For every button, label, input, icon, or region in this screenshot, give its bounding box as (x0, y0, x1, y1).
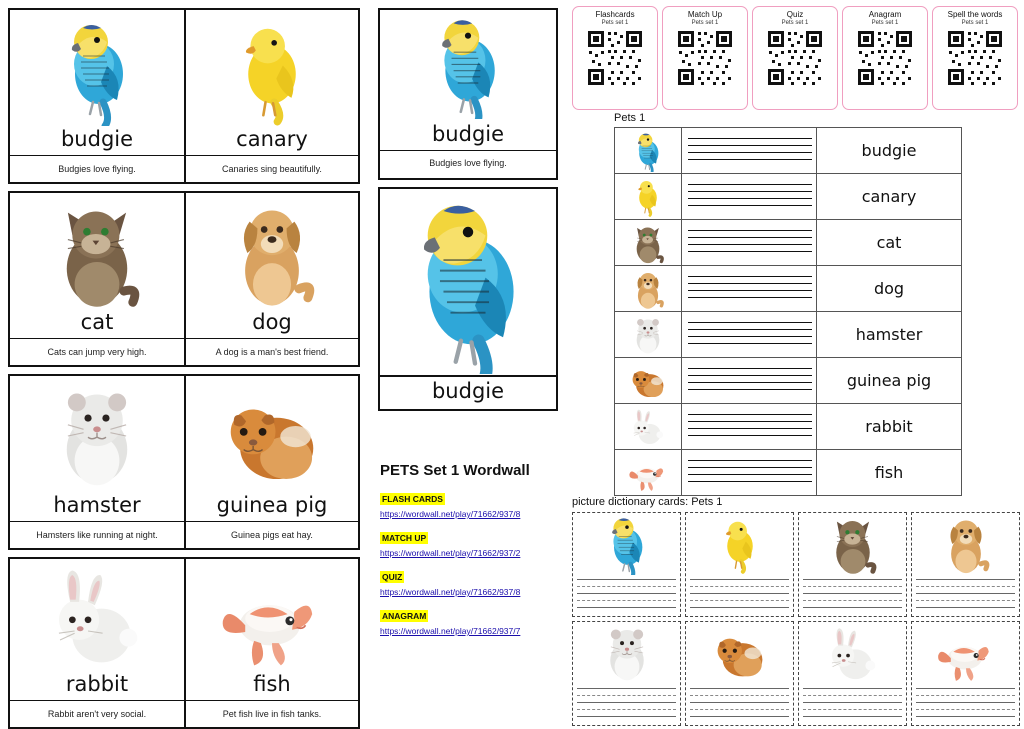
flashcard-sentence: Hamsters like running at night. (10, 521, 184, 548)
table-row[interactable] (615, 266, 962, 312)
budgerigar-icon (10, 10, 184, 126)
writing-lines[interactable] (682, 174, 817, 220)
writing-lines[interactable] (690, 688, 788, 723)
canary-icon (615, 174, 682, 220)
writing-lines[interactable] (803, 688, 901, 723)
writing-lines[interactable] (682, 312, 817, 358)
table-row[interactable] (615, 358, 962, 404)
picture-dictionary-card[interactable] (798, 621, 907, 726)
flashcard-canary[interactable] (184, 10, 358, 182)
flashcard-guinea-pig[interactable] (184, 376, 358, 548)
flashcard-hamster[interactable] (10, 376, 184, 548)
hamster-icon (596, 622, 658, 684)
match-word: dog (817, 266, 962, 312)
picture-dictionary-caption: picture dictionary cards: Pets 1 (572, 496, 723, 508)
flashcard-row (8, 374, 360, 550)
picture-dictionary-card[interactable] (798, 512, 907, 617)
match-word: canary (817, 174, 962, 220)
large-flashcard-budgie-with-sentence[interactable] (378, 8, 558, 180)
table-row[interactable] (615, 220, 962, 266)
rabbit-icon (822, 622, 884, 684)
picture-dictionary-card[interactable] (685, 512, 794, 617)
matching-worksheet (614, 112, 962, 496)
qr-card-subtitle: Pets set 1 (691, 20, 719, 26)
dog-icon (186, 193, 358, 309)
writing-lines[interactable] (682, 358, 817, 404)
qr-card-anagram[interactable] (842, 6, 928, 110)
budgerigar-icon (615, 128, 682, 174)
writing-lines[interactable] (916, 688, 1014, 723)
qr-code-icon[interactable] (676, 29, 734, 87)
goldfish-icon (934, 622, 998, 684)
picture-dictionary-card[interactable] (911, 621, 1020, 726)
hamster-icon (615, 312, 682, 358)
match-word: guinea pig (817, 358, 962, 404)
writing-lines[interactable] (577, 688, 675, 723)
goldfish-icon (186, 559, 358, 671)
hamster-icon (10, 376, 184, 492)
writing-lines[interactable] (682, 450, 817, 496)
qr-card-title: Spell the words (947, 10, 1003, 19)
qr-card-subtitle: Pets set 1 (781, 20, 809, 26)
qr-card-flashcards[interactable] (572, 6, 658, 110)
flashcard-cat[interactable] (10, 193, 184, 365)
picture-dictionary-sheet (572, 496, 1020, 726)
qr-code-icon[interactable] (856, 29, 914, 87)
flashcards-sheet (8, 8, 360, 720)
writing-lines[interactable] (690, 579, 788, 614)
guinea-pig-icon (615, 358, 682, 404)
flashcard-row (8, 557, 360, 729)
qr-code-icon[interactable] (946, 29, 1004, 87)
flashcard-sentence: Budgies love flying. (10, 155, 184, 182)
large-flashcard-sentence: Budgies love flying. (380, 150, 556, 175)
cat-icon (615, 220, 682, 266)
table-row[interactable] (615, 450, 962, 496)
flashcard-budgie[interactable] (10, 10, 184, 182)
matching-table (614, 127, 962, 496)
qr-card-title: Anagram (868, 10, 902, 19)
flashcard-dog[interactable] (184, 193, 358, 365)
table-row[interactable] (615, 174, 962, 220)
qr-card-title: Quiz (786, 10, 804, 19)
table-row[interactable] (615, 128, 962, 174)
budgerigar-icon (597, 513, 657, 575)
flashcard-rabbit[interactable] (10, 559, 184, 727)
writing-lines[interactable] (916, 579, 1014, 614)
link-flash-cards[interactable]: https://wordwall.net/play/71662/937/8 (380, 509, 521, 519)
wordwall-links-block (380, 462, 570, 645)
cat-icon (822, 513, 884, 575)
flashcard-sentence: Canaries sing beautifully. (186, 155, 358, 182)
qr-card-subtitle: Pets set 1 (871, 20, 899, 26)
flashcard-sentence: A dog is a man's best friend. (186, 338, 358, 365)
flashcard-sentence: Cats can jump very high. (10, 338, 184, 365)
writing-lines[interactable] (682, 128, 817, 174)
qr-card-spell-the-words[interactable] (932, 6, 1018, 110)
worksheet-caption: Pets 1 (614, 112, 646, 124)
dog-icon (615, 266, 682, 312)
canary-icon (711, 513, 769, 575)
link-match-up[interactable]: https://wordwall.net/play/71662/937/2 (380, 548, 521, 558)
large-flashcard-budgie[interactable] (378, 187, 558, 411)
flashcard-word: guinea pig (216, 493, 328, 517)
writing-lines[interactable] (682, 220, 817, 266)
qr-card-subtitle: Pets set 1 (961, 20, 989, 26)
qr-card-title: Match Up (687, 10, 723, 19)
link-quiz[interactable]: https://wordwall.net/play/71662/937/8 (380, 587, 521, 597)
rabbit-icon (10, 559, 184, 671)
qr-card-quiz[interactable] (752, 6, 838, 110)
rabbit-icon (615, 404, 682, 450)
picture-dictionary-card[interactable] (572, 512, 681, 617)
canary-icon (186, 10, 358, 126)
qr-code-icon[interactable] (586, 29, 644, 87)
match-word: cat (817, 220, 962, 266)
label-quiz: QUIZ (382, 572, 403, 582)
label-anagram: ANAGRAM (382, 611, 427, 621)
goldfish-icon (615, 450, 682, 496)
match-word: hamster (817, 312, 962, 358)
guinea-pig-icon (186, 376, 358, 492)
qr-card-match-up[interactable] (662, 6, 748, 110)
match-word: rabbit (817, 404, 962, 450)
writing-lines[interactable] (682, 404, 817, 450)
flashcard-row (8, 8, 360, 184)
cat-icon (10, 193, 184, 309)
large-flashcard-word: budgie (431, 122, 505, 146)
picture-dictionary-grid (572, 512, 1020, 726)
label-flash-cards: FLASH CARDS (382, 494, 443, 504)
flashcard-word: hamster (53, 493, 141, 517)
table-row[interactable] (615, 404, 962, 450)
picture-dictionary-card[interactable] (911, 512, 1020, 617)
flashcard-word: budgie (60, 127, 134, 151)
qr-card-title: Flashcards (595, 10, 635, 19)
page-title: PETS Set 1 Wordwall (380, 462, 530, 479)
writing-lines[interactable] (577, 579, 675, 614)
budgerigar-icon (380, 189, 556, 375)
qr-card-strip (572, 6, 1018, 110)
flashcard-sentence: Guinea pigs eat hay. (186, 521, 358, 548)
flashcard-fish[interactable] (184, 559, 358, 727)
flashcard-word: rabbit (65, 672, 129, 696)
qr-code-icon[interactable] (766, 29, 824, 87)
label-match-up: MATCH UP (382, 533, 427, 543)
picture-dictionary-card[interactable] (685, 621, 794, 726)
qr-card-subtitle: Pets set 1 (601, 20, 629, 26)
link-anagram[interactable]: https://wordwall.net/play/71662/937/7 (380, 626, 521, 636)
flashcard-row (8, 191, 360, 367)
large-flashcard-word: budgie (380, 375, 556, 407)
flashcard-word: canary (236, 127, 308, 151)
guinea-pig-icon (708, 622, 772, 684)
flashcard-word: cat (80, 310, 114, 334)
picture-dictionary-card[interactable] (572, 621, 681, 726)
match-word: fish (817, 450, 962, 496)
writing-lines[interactable] (682, 266, 817, 312)
flashcard-sentence: Pet fish live in fish tanks. (186, 700, 358, 727)
flashcard-word: dog (252, 310, 292, 334)
match-word: budgie (817, 128, 962, 174)
budgerigar-icon (380, 10, 556, 120)
flashcard-word: fish (253, 672, 291, 696)
large-flashcards (378, 8, 558, 411)
flashcard-sentence: Rabbit aren't very social. (10, 700, 184, 727)
table-row[interactable] (615, 312, 962, 358)
dog-icon (935, 513, 997, 575)
writing-lines[interactable] (803, 579, 901, 614)
